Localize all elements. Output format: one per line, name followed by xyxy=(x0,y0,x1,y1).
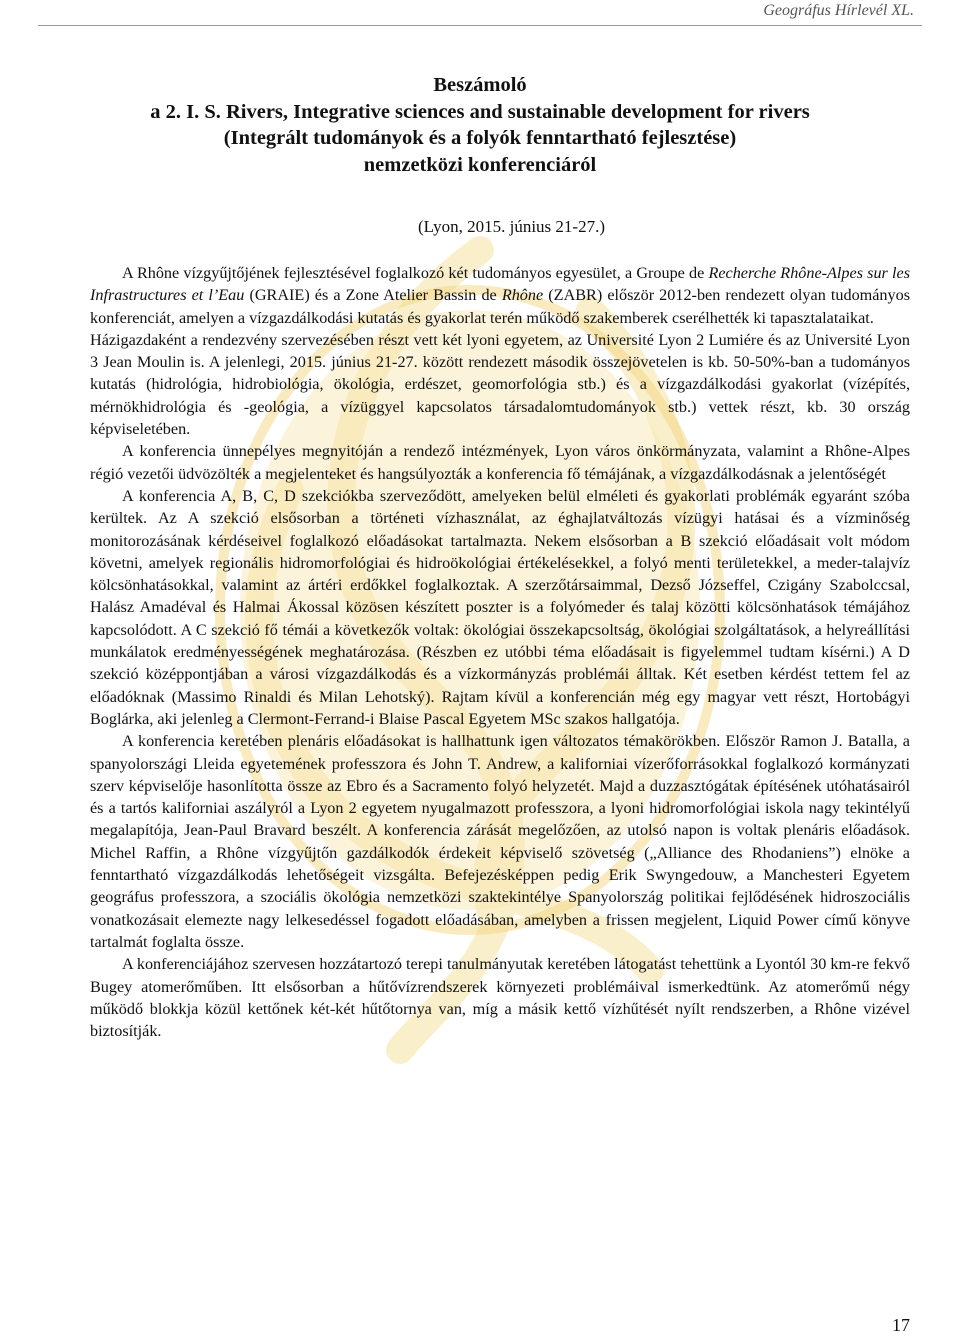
paragraph-6: A konferenciájához szervesen hozzátartozó terepi tanulmányutak keretében látogatást tehettünk a Lyontól 30 km-re fekvő Bugey atomerőműben. Itt elsősorban a hűtővízrendszerek környezeti problémáival ismerkedtünk. Az atomerőmű négy működő blokkja közül kettőnek két-két hűtőtornya van, míg a másik kettő vízhűtését nyílt rendszerben, a Rhône vizével biztosítják. xyxy=(90,955,910,1041)
event-date-text: (Lyon, 2015. június 21-27.) xyxy=(418,217,605,236)
paragraph-1 xyxy=(90,262,910,329)
header-rule xyxy=(38,25,922,26)
article-body xyxy=(90,262,910,1042)
paragraph-1-text-c: (GRAIE) és a Zone Atelier Bassin de xyxy=(244,286,502,305)
journal-header: Geográfus Hírlevél XL. xyxy=(763,2,914,19)
paragraph-1-italic-name: Recherche Rhône-Alpes sur les Infrastructures et l’Eau xyxy=(90,264,910,305)
event-date xyxy=(90,216,870,238)
paragraph-2: Házigazdaként a rendezvény szervezésében részt vett két lyoni egyetem, az Université Lyon 2 Lumiére és az Université Lyon 3 Jean Moulin is. A jelenlegi, 2015. június 21-27. között rendezett második összejövetelen is kb. 50-50%-ban a tudományos kutatás (hidrológia, hidrobiológia, ökológia, erdészet, geomorfológia stb.) és a vízgazdálkodási gyakorlat (vízépítés, mérnökhidrológia és -geológia, a vízüggyel kapcsolatos társadalomtudományok stb.) vettek részt, kb. 30 ország képviseletében. xyxy=(90,330,910,439)
paragraph-1-italic-rhone: Rhône xyxy=(501,286,544,305)
paragraph-1-text-e: (ZABR) először 2012-ben rendezett olyan tudományos konferenciát, amelyen a vízgazdálkodási kutatás és gyakorlat terén működő szakemberek cserélhették ki tapasztalataikat. xyxy=(90,286,911,327)
paragraph-5: A konferencia keretében plenáris előadásokat is hallhattunk igen változatos témakörökben. Először Ramon J. Batalla, a spanyolországi Lleida egyetemének professzora és John T. Andrew, a kaliforniai vízerőforrásokkal foglalkozó kormányzati szerv képviselője hasonlította össze az Ebro és a Sacramento folyó helyzetét. Majd a duzzasztógátak építésének utóhatásairól és a tartós kaliforniai aszályról a Lyon 2 egyetem nyugalmazott professzora, a lyoni hidromorfológiai iskola nagy tekintélyű megalapítója, Jean-Paul Bravard beszélt. A konferencia zárását megelőzően, az utolsó napon is voltak plenáris előadások. Michel Raffin, a Rhône vízgyűjtőn gazdálkodók érdekeit képviselő szövetség („Alliance des Rhodaniens”) elnöke a fenntartható vízgazdálkodás lehetőségeit vizsgálta. Befejezésképpen pedig Erik Swyngedouw, a Manchesteri Egyetem geográfus professzora, a szociális ökológia nemzetközi szaktekintélye Spanyolország politikai fejlődésének hidroszociális vonatkozásait elemezte nagy lelkesedéssel fogadott előadásában, amelyben a frissen megjelent, Liquid Power című könyve tartalmát foglalta össze. xyxy=(90,732,910,951)
paragraph-1-text-a: A Rhône vízgyűjtőjének fejlesztésével foglalkozó két tudományos egyesület, a Groupe de xyxy=(122,264,709,282)
title-line-1: Beszámoló xyxy=(433,74,527,96)
title-line-2: a 2. I. S. Rivers, Integrative sciences and sustainable development for rivers xyxy=(150,100,810,123)
title-line-3: (Integrált tudományok és a folyók fenntartható fejlesztése) xyxy=(223,127,737,149)
paragraph-3: A konferencia ünnepélyes megnyitóján a rendező intézmények, Lyon város önkörmányzata, valamint a Rhône-Alpes régió vezetői üdvözölték a megjelenteket és hangsúlyozták a konferencia fő témájának, a vízgazdálkodásnak a jelentőségét xyxy=(90,442,910,483)
article-title xyxy=(90,72,870,178)
paragraph-4: A konferencia A, B, C, D szekciókba szerveződött, amelyeken belül elméleti és gyakorlati problémák egyaránt szóba kerültek. Az A szekció elsősorban a történeti vízhasználat, az éghajlatváltozás vízügyi hatásai és a vízminőség monitorozásának kérdéseivel foglalkozó előadásokat tartalmazta. Nekem elsősorban a B szekció előadásait volt módom követni, amelyek regionális hidromorfológiai és hidroökológiai értékelésekkel, a folyó menti területekkel, a meder-talajvíz kölcsönhatásokkal, valamint az ártéri erdőkkel foglalkoztak. A szerzőtársaimmal, Dezső Józseffel, Czigány Szabolccsal, Halász Amadéval és Halmai Ákossal közösen készített poszter is a folyómeder és talaj közötti kölcsönhatások témájához kapcsolódott. A C szekció fő témái a következők voltak: ökológiai összekapcsoltság, ökológiai szolgáltatások, a helyreállítási munkálatok eredményességének meghatározása. (Részben ez utóbbi téma előadásait is figyelemmel tudtam kísérni.) A D szekció középpontjában a városi vízgazdálkodás és a vízkormányzás problémái álltak. Két esetben kérdést tettem fel az előadóknak (Massimo Rinaldi és Milan Lehotský). Rajtam kívül a konferencián még egy magyar vett részt, Hortobágyi Boglárka, aki jelenleg a Clermont-Ferrand-i Blaise Pascal Egyetem MSc szakos hallgatója. xyxy=(90,486,910,728)
title-line-4: nemzetközi konferenciáról xyxy=(363,153,597,176)
page-number: 17 xyxy=(892,1315,910,1335)
